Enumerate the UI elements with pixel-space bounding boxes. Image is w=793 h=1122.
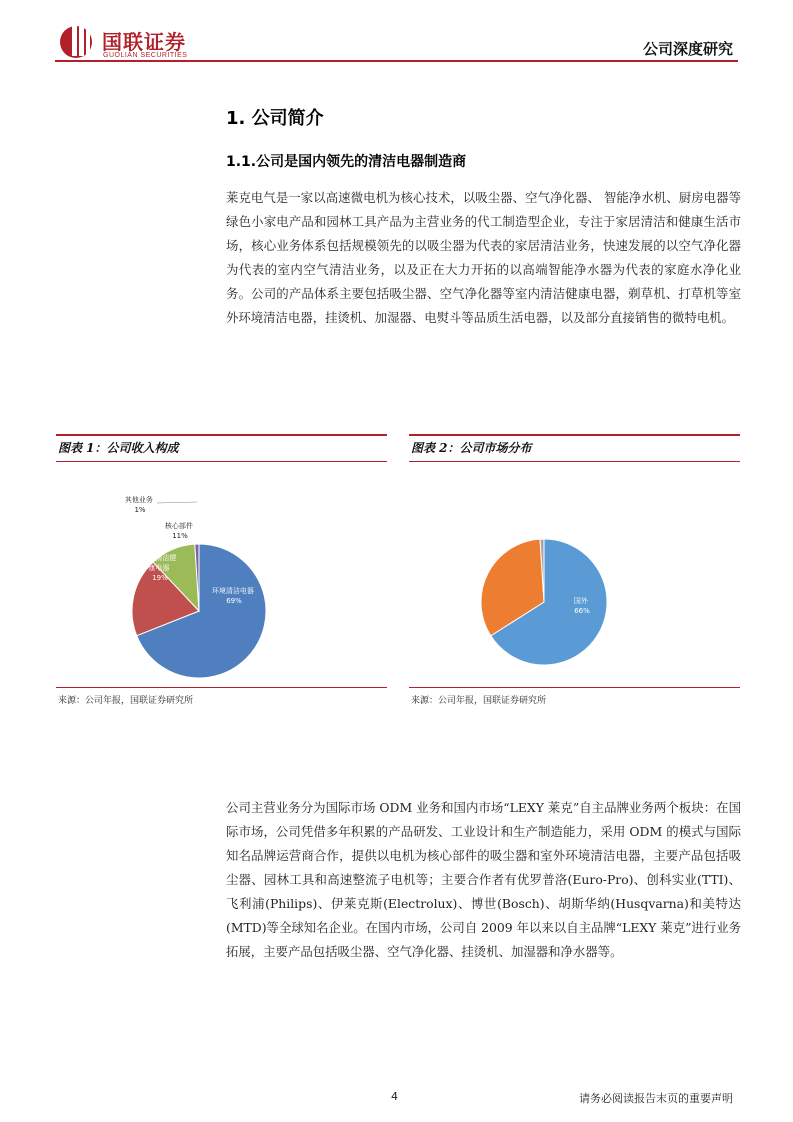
- figure-bottom-rule: [409, 687, 740, 688]
- figure-revenue-composition: [56, 434, 387, 714]
- leader-line-其他业务: [157, 502, 197, 503]
- pie-label-核心部件: 核心部件 11%: [164, 522, 193, 540]
- revenue-pie-chart: [56, 466, 387, 686]
- figure-title: 图表 1：公司收入构成: [56, 434, 387, 462]
- section-subheading: 1.1.公司是国内领先的清洁电器制造商: [226, 154, 467, 170]
- figure-source: 来源：公司年报，国联证券研究所: [58, 696, 194, 706]
- header-divider: [55, 60, 738, 62]
- logo-text-cn: 国联证券: [102, 30, 186, 54]
- figure-market-distribution: [409, 434, 740, 714]
- company-logo: [58, 20, 208, 60]
- intro-paragraph: 莱克电气是一家以高速微电机为核心技术，以吸尘器、空气净化器、 智能净水机、厨房电器等绿色小家电产品和园林工具产品为主营业务的代工制造型企业，专注于家居清洁和健康生活市场，核心业务体系包括规模领先的以吸尘器为代表的家居清洁业务，快速发展的以空气净化器为代表的室内空气清洁业务，以及正在大力开拓的以高端智能净水器为代表的家庭水净化业务。公司的产品体系主要包括吸尘器、空气净化器等室内清洁健康电器，剃草机、打草机等室外环境清洁电器，挂烫机、加湿器、电熨斗等品质生活电器，以及部分直接销售的微特电机。: [226, 190, 741, 325]
- page-number: 4: [391, 1090, 398, 1103]
- pie-label-环境清洁电器: 环境清洁电器 69%: [211, 587, 254, 605]
- figure-bottom-rule: [56, 687, 387, 688]
- guolian-logo-icon: [58, 20, 98, 60]
- pie-label-大陆: 大陆 33%: [490, 537, 507, 555]
- pie-label-其他业务: 其他业务 1%: [124, 496, 153, 514]
- market-pie-chart: [409, 466, 740, 686]
- figure-title: 图表 2：公司市场分布: [409, 434, 740, 462]
- report-type: 公司深度研究: [642, 40, 733, 58]
- pie-label-国外: 国外 66%: [573, 597, 590, 615]
- business-paragraph: 公司主营业务分为国际市场 ODM 业务和国内市场“LEXY 莱克”自主品牌业务两个板块：在国际市场，公司凭借多年积累的产品研发、工业设计和生产制造能力，采用 ODM 的模式与国际知名品牌运营商合作，提供以电机为核心部件的吸尘器和室外环境清洁电器，主要产品包括吸尘器、园林工具和高速整流子电机等；主要合作者有优罗普洛(Euro-Pro)、创科实业(TTI)、飞利浦(Philips)、伊莱克斯(Electrolux)、博世(Bosch)、胡斯华纳(Husqvarna)和美特达(MTD)等全球知名企业。在国内市场，公司自 2009 年以来以自主品牌“LEXY 莱克”进行业务拓展，主要产品包括吸尘器、空气净化器、挂烫机、加湿器和净水器等。: [226, 800, 741, 959]
- logo-text-en: GUOLIAN SECURITIES: [103, 52, 188, 59]
- figure-source: 来源：公司年报，国联证券研究所: [411, 696, 547, 706]
- section-heading: 1. 公司简介: [226, 108, 324, 129]
- footer-disclaimer: 请务必阅读报告末页的重要声明: [579, 1092, 733, 1105]
- pie-label-家居清洁健康电器: 家居清洁健 康电器 19%: [141, 554, 177, 582]
